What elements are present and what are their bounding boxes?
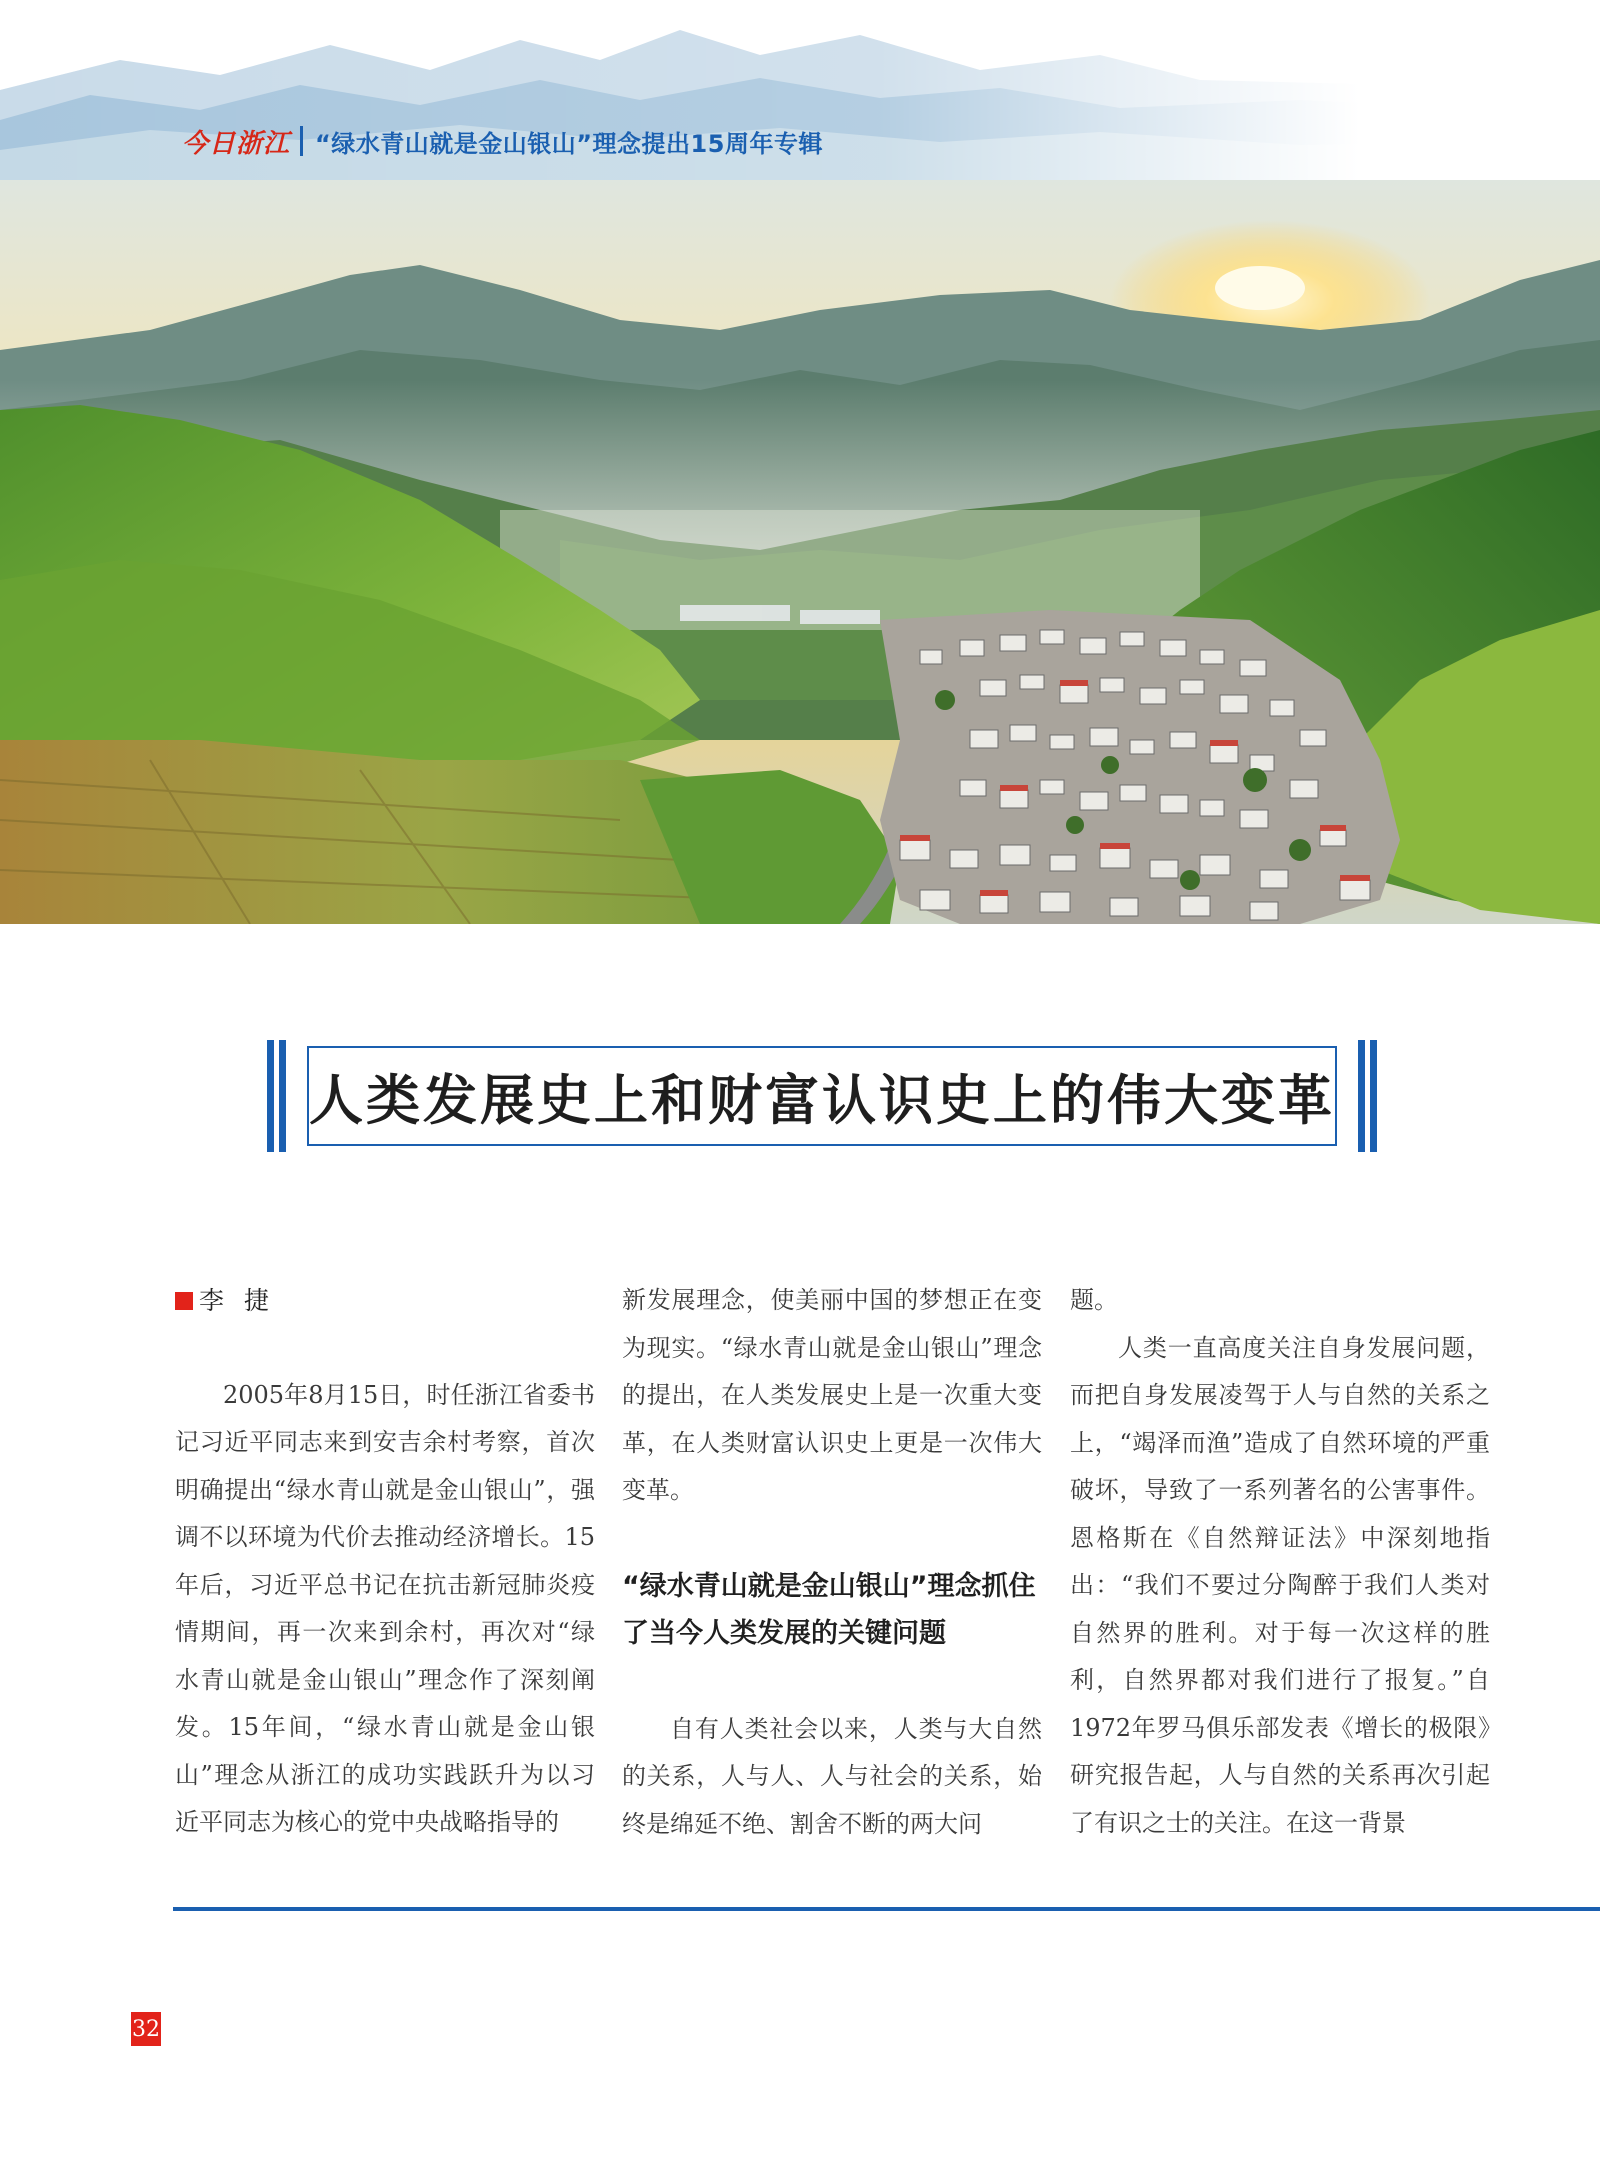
- title-bar-right-outer: [1370, 1040, 1377, 1152]
- article-title-box: [267, 1040, 1377, 1152]
- title-bar-left-outer: [267, 1040, 274, 1152]
- paragraph: 自有人类社会以来，人类与大自然的关系，人与人、人与社会的关系，始终是绵延不绝、割舍不断的两大问: [622, 1714, 1042, 1838]
- header-band: [0, 0, 1600, 180]
- header-divider: [300, 126, 303, 156]
- title-bar-right-inner: [1358, 1040, 1365, 1152]
- header-title: [182, 121, 823, 161]
- title-frame: [307, 1046, 1337, 1146]
- author-name: 李捷: [199, 1286, 290, 1315]
- byline: [175, 1277, 595, 1325]
- special-edition-title: “绿水青山就是金山银山”理念提出15周年专辑: [315, 129, 823, 158]
- paragraph: 新发展理念，使美丽中国的梦想正在变为现实。“绿水青山就是金山银山”理念的提出，在人类发展史上是一次重大变革，在人类财富认识史上更是一次伟大变革。: [622, 1286, 1042, 1504]
- section-subheading: “绿水青山就是金山银山”理念抓住了当今人类发展的关键问题: [622, 1570, 1036, 1649]
- paragraph: 人类一直高度关注自身发展问题，而把自身发展凌驾于人与自然的关系之上，“竭泽而渔”造成了自然环境的严重破坏，导致了一系列著名的公害事件。恩格斯在《自然辩证法》中深刻地指出：“我们不要过分陶醉于我们人类对自然界的胜利。对于每一次这样的胜利，自然界都对我们进行了报复。”自1972年罗马俱乐部发表《增长的极限》研究报告起，人与自然的关系再次引起了有识之士的关注。在这一背景: [1070, 1333, 1490, 1837]
- paragraph: 题。: [1070, 1286, 1118, 1314]
- village-valley-illustration: [0, 180, 1600, 924]
- text-column-3: [1070, 1277, 1490, 1847]
- title-bar-left-inner: [279, 1040, 286, 1152]
- hero-photo: [0, 180, 1600, 924]
- article-title: 人类发展史上和财富认识史上的伟大变革: [309, 1067, 1335, 1132]
- bottom-rule: [173, 1907, 1600, 1911]
- byline-marker: [175, 1292, 193, 1310]
- brand-logo: 今日浙江: [182, 128, 291, 159]
- text-column-2: [622, 1277, 1042, 1848]
- text-column-1: [175, 1277, 595, 1847]
- paragraph: 2005年8月15日，时任浙江省委书记习近平同志来到安吉余村考察，首次明确提出“绿水青山就是金山银山”，强调不以环境为代价去推动经济增长。15年后，习近平总书记在抗击新冠肺炎疫情期间，再一次来到余村，再次对“绿水青山就是金山银山”理念作了深刻阐发。15年间，“绿水青山就是金山银山”理念从浙江的成功实践跃升为以习近平同志为核心的党中央战略指导的: [175, 1380, 595, 1836]
- page-number: 32: [131, 2012, 161, 2046]
